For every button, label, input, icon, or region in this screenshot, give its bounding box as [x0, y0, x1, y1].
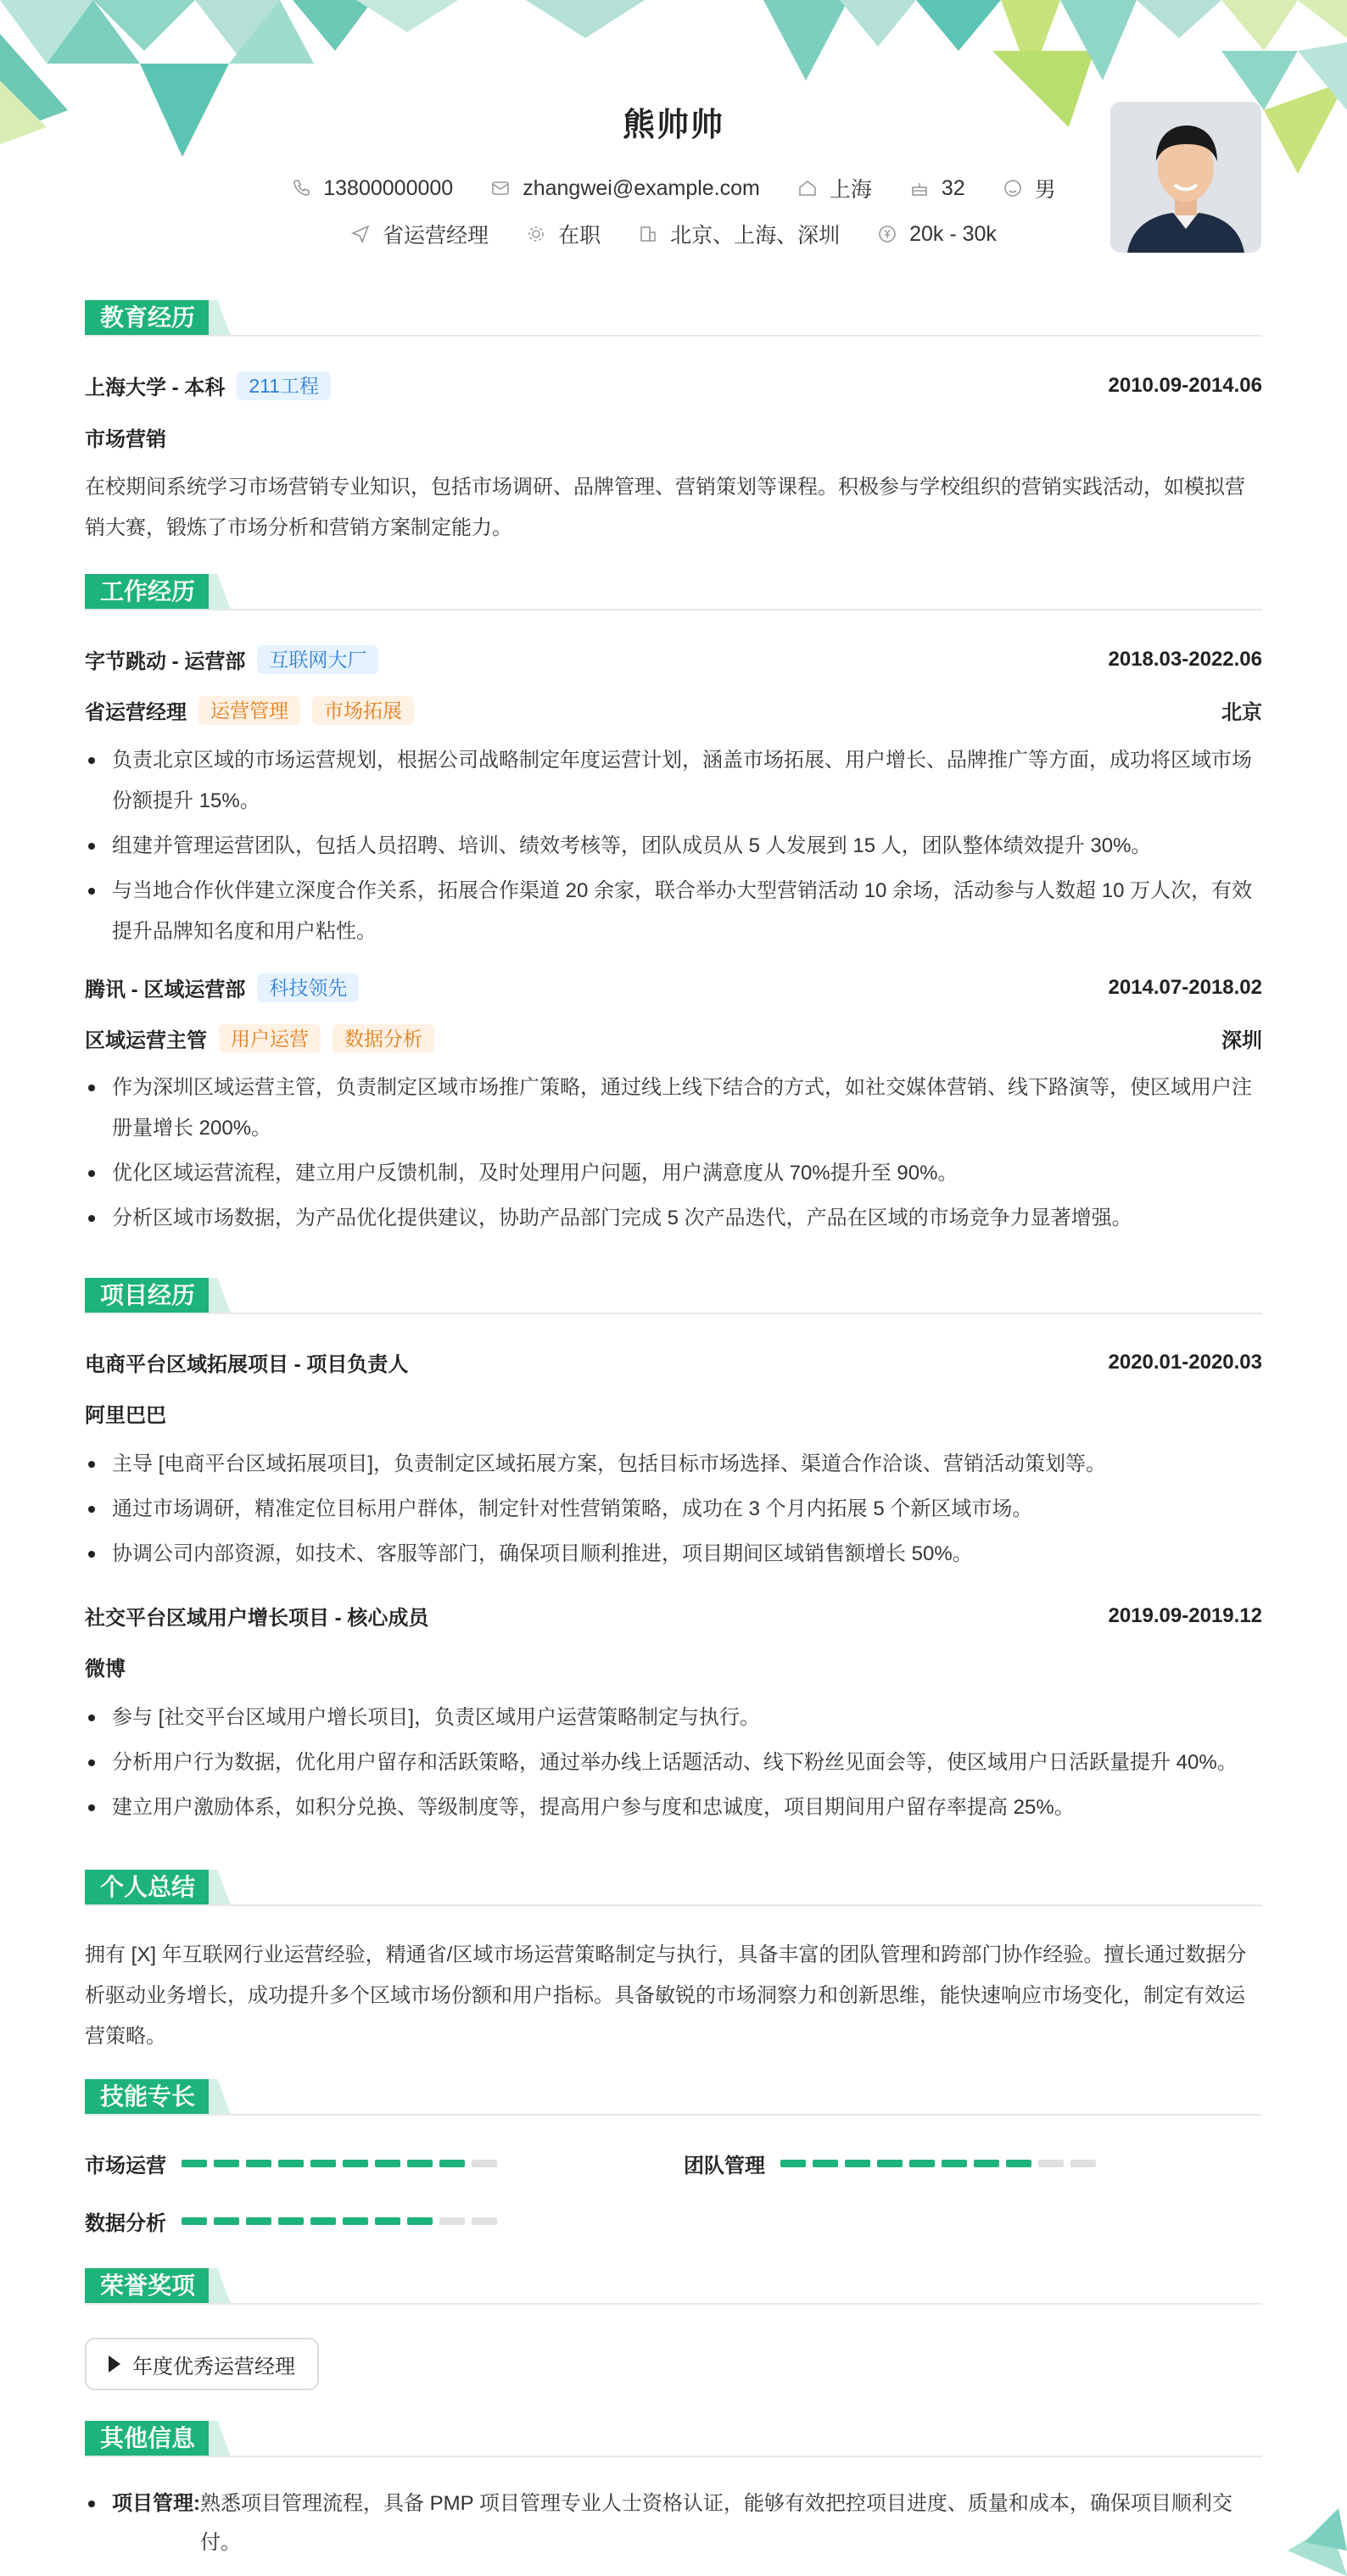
phone-item	[291, 173, 453, 204]
project-row	[85, 1347, 1262, 1377]
age-item	[909, 173, 965, 204]
divider	[85, 2303, 1262, 2305]
skill-item	[85, 2206, 497, 2236]
skill-dash-empty	[439, 2217, 465, 2225]
project-bullets	[85, 1444, 1262, 1579]
projects-section-header	[85, 1278, 1262, 1315]
skill-level-bar	[780, 2160, 1096, 2167]
project-title: 电商平台区域拓展项目 - 项目负责人	[85, 1353, 409, 1376]
skill-item	[85, 2149, 497, 2178]
other-section-header	[85, 2421, 1262, 2458]
list-item: 组建并管理运营团队，包括人员招聘、培训、绩效考核等，团队成员从 5 人发展到 15 人，团队整体绩效提升 30%。	[85, 826, 1262, 867]
skill-dash-filled	[974, 2160, 999, 2167]
summary-text: 拥有 [X] 年互联网行业运营经验，精通省/区域市场运营策略制定与执行，具备丰富的团队管理和跨部门协作经验。擅长通过数据分析驱动业务增长，成功提升多个区域市场份额和用户指标。具备敏锐的市场洞察力和创新思维，能快速响应市场变化，制定有效运营策略。	[85, 1943, 1247, 2048]
school-badge: 211工程	[237, 371, 331, 400]
job-company: 腾讯 - 区域运营部	[85, 979, 246, 1001]
city-text: 上海	[829, 178, 872, 202]
gender-text: 男	[1034, 178, 1056, 202]
project-bullets	[85, 1698, 1262, 1832]
skill-dash-empty	[472, 2217, 497, 2225]
job-role: 省运营经理	[85, 701, 187, 724]
job-tag: 市场拓展	[312, 696, 414, 725]
school-name: 上海大学 - 本科	[85, 376, 226, 399]
position-item	[350, 219, 489, 249]
skill-dash-filled	[375, 2160, 400, 2167]
skill-dash-filled	[909, 2160, 935, 2167]
job-bullets	[85, 740, 1262, 956]
skill-level-bar	[182, 2217, 497, 2225]
work-heading: 工作经历	[85, 574, 210, 610]
bullet-dot	[85, 2484, 112, 2562]
projects-heading: 项目经历	[85, 1278, 210, 1313]
list-item: 主导 [电商平台区域拓展项目]，负责制定区域拓展方案，包括目标市场选择、渠道合作洽谈、营销活动策划等。	[85, 1444, 1262, 1485]
other-heading: 其他信息	[85, 2421, 210, 2456]
skill-dash-filled	[278, 2217, 304, 2225]
skill-dash-filled	[343, 2160, 368, 2167]
position-text: 省运营经理	[383, 224, 489, 248]
list-item: 负责北京区域的市场运营规划，根据公司战略制定年度运营计划，涵盖市场拓展、用户增长、品牌推广等方面，成功将区域市场份额提升 15%。	[85, 740, 1262, 822]
education-heading: 教育经历	[85, 300, 210, 336]
divider	[85, 335, 1262, 337]
project-date: 2019.09-2019.12	[1108, 1603, 1262, 1627]
skill-dash-filled	[1006, 2160, 1031, 2167]
skill-dash-filled	[278, 2160, 304, 2167]
skill-level-bar	[182, 2160, 497, 2167]
award-label: 年度优秀运营经理	[132, 2355, 295, 2378]
status-text: 在职	[558, 224, 601, 248]
skill-name: 市场运营	[85, 2155, 166, 2177]
skill-dash-filled	[310, 2217, 336, 2225]
heading-tail-decoration	[209, 2268, 231, 2304]
heading-tail-decoration	[209, 1278, 231, 1313]
divider	[85, 609, 1262, 611]
divider	[85, 1904, 1262, 1906]
skill-dash-filled	[182, 2217, 207, 2225]
skill-item	[684, 2149, 1096, 2178]
work-section-header	[85, 574, 1262, 611]
job-location: 深圳	[1221, 1029, 1262, 1052]
mail-icon	[490, 178, 511, 198]
gender-item	[1003, 173, 1056, 204]
divider	[85, 2114, 1262, 2116]
skill-dash-filled	[407, 2217, 433, 2225]
project-org-row	[85, 1398, 1262, 1428]
list-item: 通过市场调研，精准定位目标用户群体，制定针对性营销策略，成功在 3 个月内拓展 5 个新区域市场。	[85, 1489, 1262, 1530]
avatar	[1110, 102, 1261, 253]
job-tag: 用户运营	[219, 1024, 321, 1053]
skill-dash-filled	[246, 2217, 271, 2225]
skill-dash-empty	[472, 2160, 497, 2167]
project-org: 微博	[85, 1658, 126, 1681]
skill-dash-filled	[877, 2160, 903, 2167]
phone-text: 13800000000	[323, 176, 454, 200]
home-icon	[797, 178, 818, 198]
footer-geometric-decoration	[1279, 2491, 1347, 2576]
list-item: 优化区域运营流程，建立用户反馈机制，及时处理用户问题，用户满意度从 70%提升至 90%。	[85, 1153, 1262, 1194]
send-icon	[350, 224, 371, 244]
award-toggle-button[interactable]	[85, 2338, 319, 2390]
skill-dash-filled	[182, 2160, 207, 2167]
divider	[85, 1313, 1262, 1314]
skill-dash-filled	[343, 2217, 368, 2225]
skill-dash-empty	[1070, 2160, 1096, 2167]
skills-heading: 技能专长	[85, 2079, 210, 2115]
skill-name: 团队管理	[684, 2155, 765, 2177]
company-badge: 互联网大厂	[257, 645, 378, 674]
education-description: 在校期间系统学习市场营销专业知识，包括市场调研、品牌管理、营销策划等课程。积极参与学校组织的营销实践活动，如模拟营销大赛，锻炼了市场分析和营销方案制定能力。	[85, 476, 1245, 539]
status-item	[526, 219, 601, 249]
gear-icon	[526, 224, 546, 244]
job-date: 2018.03-2022.06	[1108, 647, 1262, 671]
heading-tail-decoration	[209, 1870, 231, 1905]
job-tag: 运营管理	[198, 696, 300, 725]
job-tag: 数据分析	[333, 1024, 434, 1053]
list-item: 与当地合作伙伴建立深度合作关系，拓展合作渠道 20 余家，联合举办大型营销活动 10 余场，活动参与人数超 10 万人次，有效提升品牌知名度和用户粘性。	[85, 871, 1262, 952]
project-org-row	[85, 1652, 1262, 1681]
project-org: 阿里巴巴	[85, 1404, 166, 1427]
list-item: 建立用户激励体系，如积分兑换、等级制度等，提高用户参与度和忠诚度，项目期间用户留存率提高 25%。	[85, 1787, 1262, 1828]
face-icon	[1003, 178, 1023, 198]
project-title: 社交平台区域用户增长项目 - 核心成员	[85, 1607, 429, 1630]
major-name: 市场营销	[85, 428, 166, 451]
other-info-value: 熟悉项目管理流程，具备 PMP 项目管理专业人士资格认证，能够有效把控项目进度、质量和成本，确保项目顺利交付。	[200, 2492, 1232, 2554]
job-row	[85, 973, 1262, 1002]
project-date: 2020.01-2020.03	[1108, 1350, 1262, 1374]
list-item: 分析用户行为数据，优化用户留存和活跃策略，通过举办线上话题活动、线下粉丝见面会等，使区域用户日活跃量提升 40%。	[85, 1742, 1262, 1783]
skill-dash-filled	[214, 2217, 239, 2225]
target-cities-text: 北京、上海、深圳	[670, 224, 841, 248]
education-date: 2010.09-2014.06	[1108, 373, 1262, 397]
building-icon	[638, 224, 658, 244]
target-cities-item	[638, 219, 840, 249]
company-badge: 科技领先	[257, 973, 359, 1002]
job-date: 2014.07-2018.02	[1108, 975, 1262, 999]
job-location: 北京	[1221, 701, 1262, 724]
skill-dash-filled	[780, 2160, 806, 2167]
job-bullets	[85, 1068, 1262, 1243]
skill-dash-filled	[439, 2160, 465, 2167]
divider	[85, 2456, 1262, 2457]
skill-dash-filled	[813, 2160, 838, 2167]
skills-section-header	[85, 2079, 1262, 2116]
other-info-item	[85, 2484, 1262, 2562]
age-text: 32	[941, 176, 965, 200]
job-role-row	[85, 1023, 1262, 1053]
education-section-header	[85, 300, 1262, 337]
skill-dash-filled	[375, 2217, 400, 2225]
heading-tail-decoration	[209, 2421, 231, 2456]
city-item	[797, 173, 872, 204]
skill-dash-filled	[310, 2160, 336, 2167]
skill-name: 数据分析	[85, 2212, 166, 2235]
skill-dash-filled	[246, 2160, 271, 2167]
other-info-key: 项目管理:	[112, 2492, 200, 2515]
job-intent-row	[85, 219, 1262, 249]
skill-dash-filled	[407, 2160, 433, 2167]
major-row	[85, 422, 1262, 452]
skill-dash-filled	[942, 2160, 967, 2167]
contact-info-row	[85, 173, 1262, 204]
job-row	[85, 644, 1262, 674]
cake-icon	[909, 178, 930, 198]
summary-section-header	[85, 1870, 1262, 1907]
email-text: zhangwei@example.com	[523, 176, 760, 200]
list-item: 作为深圳区域运营主管，负责制定区域市场推广策略，通过线上线下结合的方式，如社交媒体营销、线下路演等，使区域用户注册量增长 200%。	[85, 1068, 1262, 1149]
awards-heading: 荣誉奖项	[85, 2268, 210, 2304]
heading-tail-decoration	[209, 300, 231, 336]
skill-dash-filled	[845, 2160, 870, 2167]
email-item	[490, 173, 760, 204]
job-role-row	[85, 695, 1262, 725]
job-company: 字节跳动 - 运营部	[85, 650, 246, 673]
heading-tail-decoration	[209, 574, 231, 610]
awards-section-header	[85, 2268, 1262, 2306]
phone-icon	[291, 178, 311, 198]
heading-tail-decoration	[209, 2079, 231, 2115]
list-item: 分析区域市场数据，为产品优化提供建议，协助产品部门完成 5 次产品迭代，产品在区域的市场竞争力显著增强。	[85, 1198, 1262, 1239]
skill-dash-empty	[1038, 2160, 1064, 2167]
list-item: 参与 [社交平台区域用户增长项目]，负责区域用户运营策略制定与执行。	[85, 1698, 1262, 1738]
play-triangle-icon	[109, 2356, 120, 2372]
job-role: 区域运营主管	[85, 1029, 207, 1052]
salary-item	[877, 219, 997, 249]
yen-coin-icon	[877, 224, 897, 244]
candidate-name: 熊帅帅	[622, 108, 724, 143]
profile-photo	[1110, 102, 1261, 253]
summary-heading: 个人总结	[85, 1870, 210, 1905]
project-row	[85, 1601, 1262, 1631]
list-item: 协调公司内部资源，如技术、客服等部门，确保项目顺利推进，项目期间区域销售额增长 50%。	[85, 1534, 1262, 1575]
salary-text: 20k - 30k	[909, 221, 997, 246]
skill-dash-filled	[214, 2160, 239, 2167]
education-row	[85, 371, 1262, 400]
